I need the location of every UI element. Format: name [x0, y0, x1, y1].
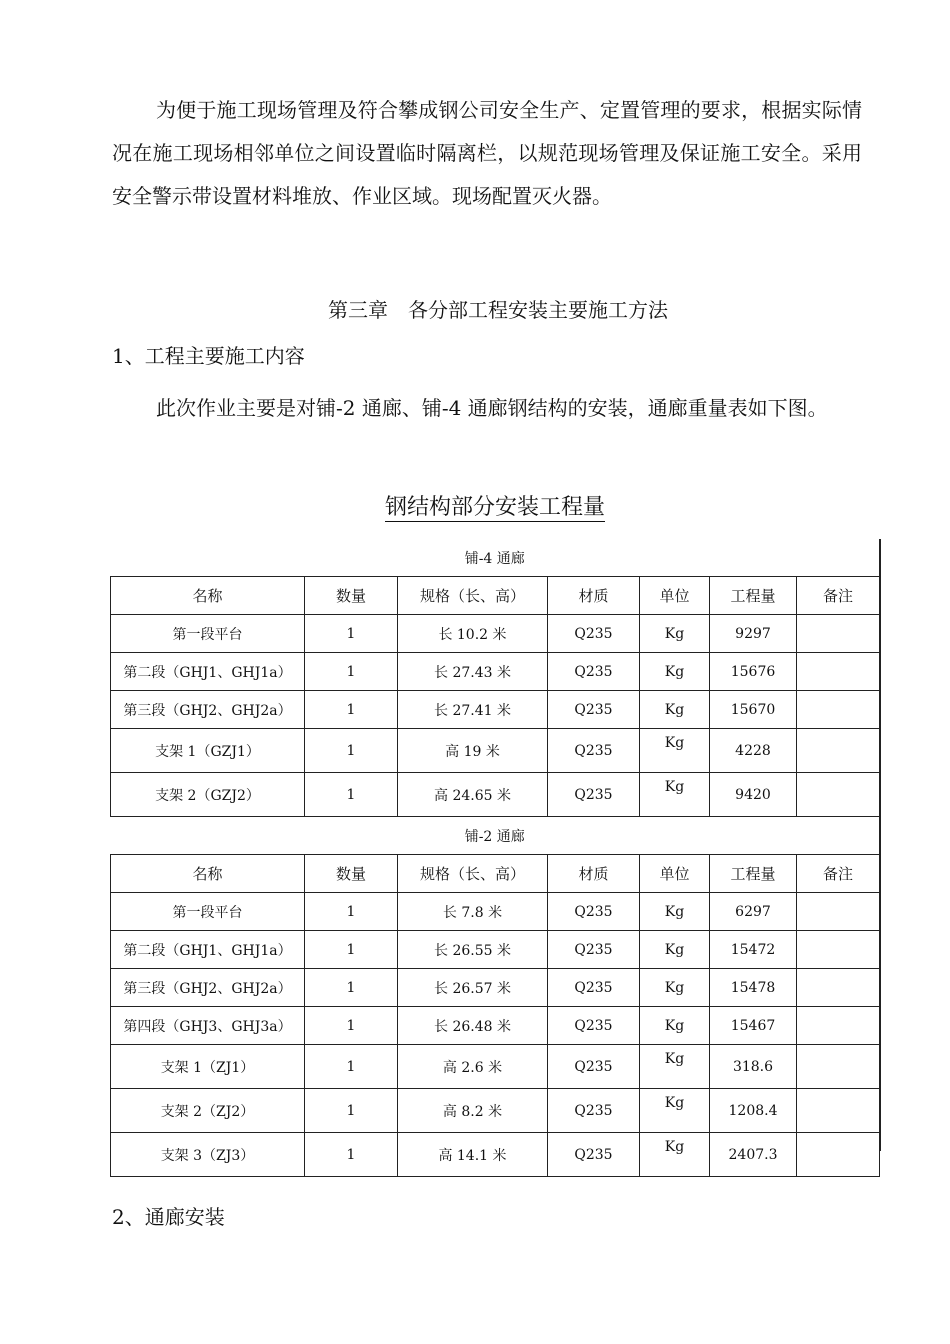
- table-cell: 1: [305, 653, 398, 691]
- table-cell: Q235: [548, 615, 640, 653]
- table-cell: Q235: [548, 773, 640, 817]
- table-row: [111, 893, 880, 931]
- table-title-text: 钢结构部分安装工程量: [384, 495, 605, 520]
- table-cell: Q235: [548, 1133, 640, 1177]
- table-cell: 长 27.41 米: [398, 691, 548, 729]
- table-cell: Q235: [548, 1045, 640, 1089]
- table-row: [111, 969, 880, 1007]
- table-row: [111, 653, 880, 691]
- section1-paragraph: 此次作业主要是对铺-2 通廊、铺-4 通廊钢结构的安装，通廊重量表如下图。: [156, 396, 828, 420]
- table-row: [111, 615, 880, 653]
- table-cell: 长 7.8 米: [398, 893, 548, 931]
- table-cell: 支架 1（ZJ1）: [111, 1045, 305, 1089]
- table-cell: 2407.3: [710, 1133, 797, 1177]
- table-cell: [797, 691, 880, 729]
- table-cell: Kg: [640, 931, 710, 969]
- table-header-row: [111, 855, 880, 893]
- table-cell: [797, 615, 880, 653]
- header-cell: 数量: [305, 577, 398, 615]
- table-cell: 第一段平台: [111, 893, 305, 931]
- header-cell: 材质: [548, 855, 640, 893]
- table-cell: 长 26.57 米: [398, 969, 548, 1007]
- table-cell: 15467: [710, 1007, 797, 1045]
- table-cell: 长 26.48 米: [398, 1007, 548, 1045]
- section-title-cell: 铺-2 通廊: [111, 817, 880, 855]
- table-cell: 1: [305, 615, 398, 653]
- header-cell: 备注: [797, 855, 880, 893]
- intro-paragraph: 为便于施工现场管理及符合攀成钢公司安全生产、定置管理的要求，根据实际情况在施工现场相邻单位之间设置临时隔离栏，以规范现场管理及保证施工安全。采用安全警示带设置材料堆放、作业区域。现场配置灭火器。: [112, 98, 862, 208]
- table-row: [111, 729, 880, 773]
- table-cell: 1: [305, 1045, 398, 1089]
- table-cell: Kg: [640, 1045, 710, 1089]
- table-cell: 长 26.55 米: [398, 931, 548, 969]
- table-cell: Q235: [548, 1089, 640, 1133]
- table-row: [111, 931, 880, 969]
- table-cell: Kg: [640, 691, 710, 729]
- table-cell: Kg: [640, 773, 710, 817]
- section2-title: 2、通廊安装: [112, 1205, 225, 1229]
- table-cell: Kg: [640, 653, 710, 691]
- table-cell: 高 24.65 米: [398, 773, 548, 817]
- table-cell: 1: [305, 729, 398, 773]
- table-cell: 9297: [710, 615, 797, 653]
- table-cell: Kg: [640, 1133, 710, 1177]
- table-cell: 1: [305, 931, 398, 969]
- table-cell: 1208.4: [710, 1089, 797, 1133]
- table-cell: 支架 1（GZJ1）: [111, 729, 305, 773]
- table-cell: Q235: [548, 931, 640, 969]
- table-cell: 9420: [710, 773, 797, 817]
- table-cell: 高 2.6 米: [398, 1045, 548, 1089]
- table-cell: 1: [305, 773, 398, 817]
- steel-quantity-table: [110, 539, 880, 1177]
- table-cell: [797, 773, 880, 817]
- table-cell: Q235: [548, 653, 640, 691]
- header-cell: 工程量: [710, 855, 797, 893]
- header-cell: 工程量: [710, 577, 797, 615]
- table-cell: 1: [305, 1007, 398, 1045]
- table-row: [111, 1133, 880, 1177]
- header-cell: 规格（长、高）: [398, 855, 548, 893]
- table-cell: 第四段（GHJ3、GHJ3a）: [111, 1007, 305, 1045]
- table-cell: 1: [305, 1089, 398, 1133]
- table-cell: Q235: [548, 1007, 640, 1045]
- table-cell: 长 10.2 米: [398, 615, 548, 653]
- header-cell: 材质: [548, 577, 640, 615]
- chapter-title: 第三章 各分部工程安装主要施工方法: [328, 298, 668, 322]
- table-cell: Q235: [548, 893, 640, 931]
- table-header-row: [111, 577, 880, 615]
- table-cell: Kg: [640, 893, 710, 931]
- section1-title: 1、工程主要施工内容: [112, 344, 305, 368]
- table-cell: 1: [305, 969, 398, 1007]
- table-right-border: [879, 539, 881, 1151]
- table-cell: Kg: [640, 1089, 710, 1133]
- header-cell: 名称: [111, 855, 305, 893]
- table-cell: Kg: [640, 729, 710, 773]
- table-cell: [797, 893, 880, 931]
- header-cell: 规格（长、高）: [398, 577, 548, 615]
- table-cell: 高 14.1 米: [398, 1133, 548, 1177]
- table-cell: [797, 969, 880, 1007]
- table-cell: Kg: [640, 1007, 710, 1045]
- table-cell: 1: [305, 1133, 398, 1177]
- table-cell: 支架 2（ZJ2）: [111, 1089, 305, 1133]
- table-cell: 4228: [710, 729, 797, 773]
- table-cell: 第二段（GHJ1、GHJ1a）: [111, 653, 305, 691]
- table-cell: 支架 2（GZJ2）: [111, 773, 305, 817]
- table-row: [111, 773, 880, 817]
- table-cell: Kg: [640, 969, 710, 1007]
- table-cell: [797, 1045, 880, 1089]
- header-cell: 单位: [640, 855, 710, 893]
- header-cell: 名称: [111, 577, 305, 615]
- table-row: [111, 691, 880, 729]
- header-cell: 备注: [797, 577, 880, 615]
- table-cell: 15670: [710, 691, 797, 729]
- section-title-cell: 铺-4 通廊: [111, 539, 880, 577]
- table-section-row: [111, 817, 880, 855]
- table-title: [110, 490, 880, 521]
- table-cell: Kg: [640, 615, 710, 653]
- table-row: [111, 1007, 880, 1045]
- table-cell: 15478: [710, 969, 797, 1007]
- header-cell: 数量: [305, 855, 398, 893]
- table-cell: 15676: [710, 653, 797, 691]
- table-cell: [797, 931, 880, 969]
- table-cell: 6297: [710, 893, 797, 931]
- table-cell: 高 8.2 米: [398, 1089, 548, 1133]
- table-cell: [797, 1007, 880, 1045]
- table-cell: Q235: [548, 691, 640, 729]
- table-cell: 高 19 米: [398, 729, 548, 773]
- table-cell: 第三段（GHJ2、GHJ2a）: [111, 691, 305, 729]
- table-cell: Q235: [548, 969, 640, 1007]
- table-cell: 15472: [710, 931, 797, 969]
- header-cell: 单位: [640, 577, 710, 615]
- table-cell: 第一段平台: [111, 615, 305, 653]
- table-cell: 第二段（GHJ1、GHJ1a）: [111, 931, 305, 969]
- table-row: [111, 1089, 880, 1133]
- table-cell: 1: [305, 893, 398, 931]
- table-cell: 长 27.43 米: [398, 653, 548, 691]
- table-cell: [797, 1089, 880, 1133]
- table-section-row: [111, 539, 880, 577]
- table-cell: 1: [305, 691, 398, 729]
- table-cell: [797, 1133, 880, 1177]
- table-cell: Q235: [548, 729, 640, 773]
- table-cell: [797, 729, 880, 773]
- table-cell: 318.6: [710, 1045, 797, 1089]
- table-row: [111, 1045, 880, 1089]
- table-cell: [797, 653, 880, 691]
- table-cell: 支架 3（ZJ3）: [111, 1133, 305, 1177]
- table-cell: 第三段（GHJ2、GHJ2a）: [111, 969, 305, 1007]
